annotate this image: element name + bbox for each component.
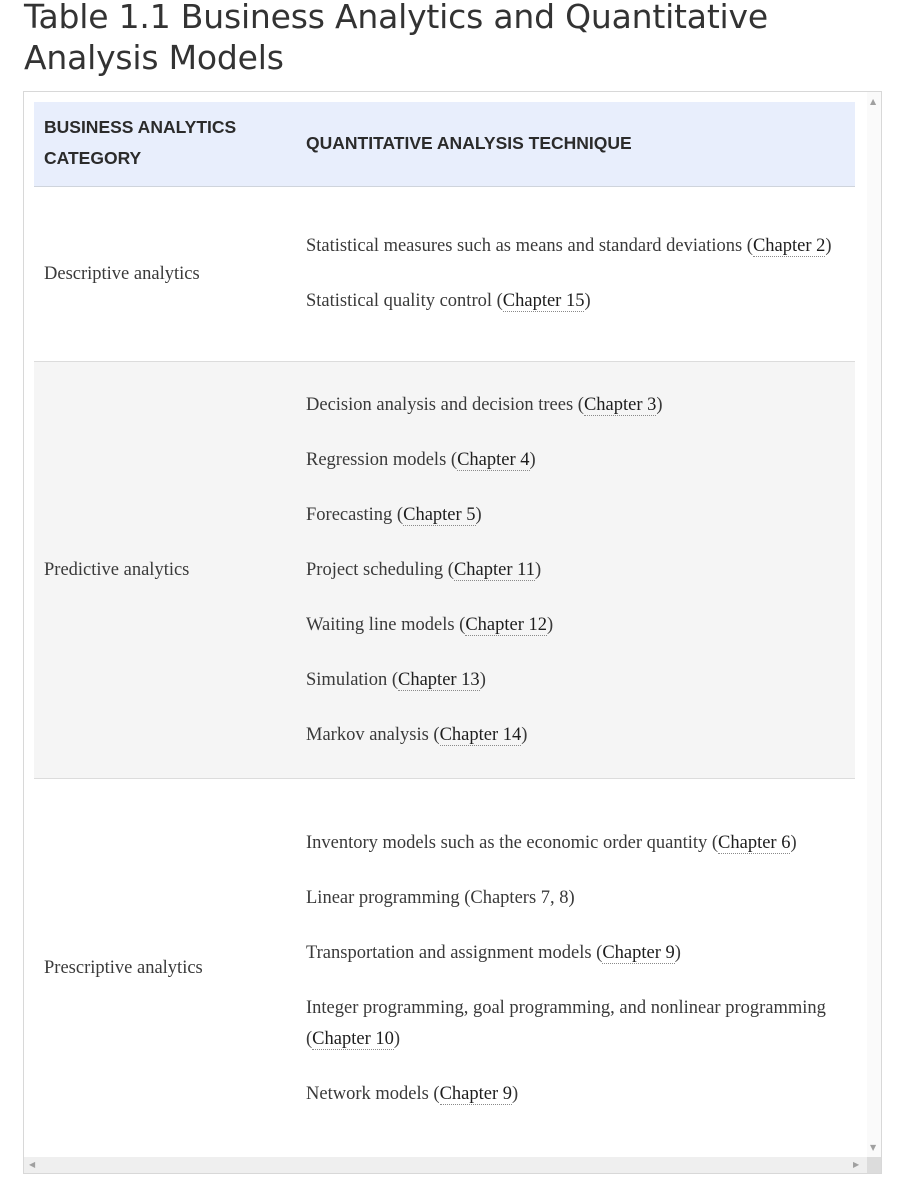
header-category: BUSINESS ANALYTICS CATEGORY — [34, 102, 296, 187]
technique-text-after: ) — [674, 942, 681, 963]
chapter-link[interactable]: Chapter 14 — [439, 724, 522, 745]
technique-text-after: ) — [534, 559, 542, 580]
technique-text-after: ) — [790, 832, 797, 853]
technique-item — [306, 286, 845, 317]
analytics-table — [34, 102, 855, 1159]
table-scroll-container[interactable] — [23, 91, 882, 1174]
technique-cell — [296, 779, 855, 1159]
technique-text: Network models ( — [306, 1083, 440, 1104]
technique-item — [306, 883, 845, 914]
technique-text: Decision analysis and decision trees ( — [306, 394, 584, 415]
technique-item — [306, 610, 845, 641]
technique-text: Transportation and assignment models ( — [306, 942, 603, 963]
technique-item — [306, 390, 845, 421]
technique-text: Project scheduling ( — [306, 559, 454, 580]
technique-item — [306, 1079, 845, 1110]
chapter-link[interactable]: Chapter 10 — [312, 1028, 394, 1049]
technique-item — [306, 828, 845, 859]
technique-list — [306, 828, 845, 1110]
technique-list — [306, 231, 845, 317]
category-cell: Prescriptive analytics — [44, 958, 203, 979]
chapter-link[interactable]: Chapter 9 — [602, 942, 675, 963]
technique-list — [306, 390, 845, 751]
technique-text: Linear programming (Chapters 7, 8) — [306, 887, 575, 908]
category-cell: Descriptive analytics — [44, 263, 200, 284]
technique-text-after: ) — [512, 1083, 519, 1104]
technique-item — [306, 555, 845, 586]
scroll-down-icon[interactable]: ▼ — [870, 1143, 877, 1152]
technique-item — [306, 231, 845, 262]
technique-text: Regression models ( — [306, 449, 458, 470]
chapter-link[interactable]: Chapter 9 — [439, 1083, 513, 1104]
chapter-link[interactable]: Chapter 3 — [583, 394, 657, 415]
technique-item — [306, 665, 845, 696]
page-title: Table 1.1 Business Analytics and Quantitative Analysis Models — [24, 0, 768, 77]
chapter-link[interactable]: Chapter 13 — [398, 669, 480, 690]
technique-item — [306, 500, 845, 531]
technique-text: Markov analysis ( — [306, 724, 440, 745]
technique-text-after: ) — [479, 669, 486, 690]
technique-text-after: ) — [656, 394, 663, 415]
scroll-up-icon[interactable]: ▲ — [870, 97, 877, 106]
technique-text: Statistical measures such as means and standard deviations ( — [306, 236, 753, 256]
table-wrapper — [34, 102, 855, 1159]
category-cell: Predictive analytics — [34, 362, 296, 779]
chapter-link[interactable]: Chapter 6 — [718, 832, 791, 853]
technique-text-after: ) — [529, 449, 536, 470]
technique-text-after: ) — [547, 614, 554, 635]
technique-text: Waiting line models ( — [306, 614, 466, 635]
scroll-right-icon[interactable]: ▶ — [853, 1160, 860, 1169]
technique-text: Inventory models such as the economic order quantity ( — [306, 832, 719, 853]
technique-item — [306, 445, 845, 476]
technique-text: Statistical quality control ( — [306, 291, 503, 311]
technique-text-after: ) — [475, 504, 482, 525]
technique-text-after: ) — [584, 291, 591, 311]
technique-cell — [296, 187, 855, 362]
table-row — [34, 779, 855, 1159]
technique-item — [306, 938, 845, 969]
scroll-left-icon[interactable]: ◀ — [29, 1160, 36, 1169]
table-row — [34, 187, 855, 362]
table-row — [34, 362, 855, 779]
chapter-link[interactable]: Chapter 2 — [752, 236, 826, 256]
chapter-link[interactable]: Chapter 15 — [502, 291, 585, 311]
horizontal-scrollbar[interactable] — [24, 1157, 867, 1173]
technique-item — [306, 720, 845, 751]
technique-cell — [296, 362, 855, 779]
technique-text: Forecasting ( — [306, 504, 404, 525]
chapter-link[interactable]: Chapter 5 — [403, 504, 476, 525]
technique-text: Simulation ( — [306, 669, 398, 690]
chapter-link[interactable]: Chapter 4 — [457, 449, 530, 470]
technique-item — [306, 993, 845, 1055]
technique-text-after: ) — [825, 236, 832, 256]
chapter-link[interactable]: Chapter 12 — [465, 614, 548, 635]
chapter-link[interactable]: Chapter 11 — [453, 559, 535, 580]
technique-text-after: ) — [393, 1028, 401, 1049]
technique-text-after: ) — [521, 724, 528, 745]
technique-text: Integer programming, goal programming, and nonlinear programming ( — [306, 997, 826, 1049]
vertical-scrollbar[interactable] — [867, 92, 881, 1158]
scrollbar-corner — [867, 1157, 881, 1173]
table-header-row — [34, 102, 855, 187]
header-technique: QUANTITATIVE ANALYSIS TECHNIQUE — [296, 102, 855, 187]
